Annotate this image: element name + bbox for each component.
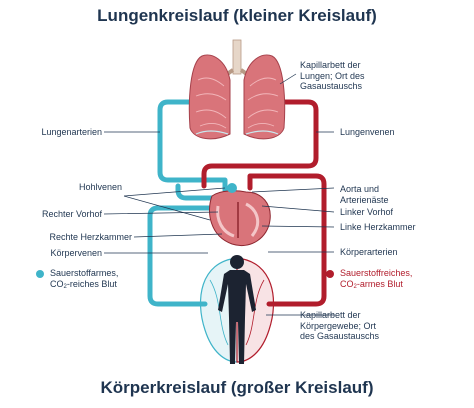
label-lung-capillary-bed: Kapillarbett der Lungen; Ort des Gasaustauschs (300, 60, 365, 91)
label-pulmonary-veins: Lungenvenen (340, 127, 395, 137)
label-body-capillary-bed: Kapillarbett der Körpergewebe; Ort des Gasaustauschs (300, 310, 380, 341)
legend-red-text: Sauerstoffreiches, $CO_2$-armes Blut (340, 268, 413, 290)
legend-red-dot (326, 270, 334, 278)
label-vena-cava: Hohlvenen (78, 182, 122, 192)
title-systemic-circulation: Körperkreislauf (großer Kreislauf) (100, 378, 374, 397)
label-body-arteries: Körperarterien (340, 247, 398, 257)
legend-blue-dot (36, 270, 44, 278)
label-body-veins: Körpervenen (50, 248, 102, 258)
title-pulmonary-circulation: Lungenkreislauf (kleiner Kreislauf) (97, 6, 377, 25)
heart (209, 183, 270, 246)
label-right-ventricle: Rechte Herzkammer (49, 232, 132, 242)
lungs (189, 40, 284, 139)
label-aorta: Aorta und Arterienäste (340, 184, 389, 205)
label-left-atrium: Linker Vorhof (340, 207, 394, 217)
label-right-atrium: Rechter Vorhof (41, 209, 102, 219)
label-left-ventricle: Linke Herzkammer (340, 222, 416, 232)
legend-blue-text: Sauerstoffarmes, $CO_2$-reiches Blut (50, 268, 119, 290)
label-pulmonary-arteries: Lungenarterien (41, 127, 102, 137)
